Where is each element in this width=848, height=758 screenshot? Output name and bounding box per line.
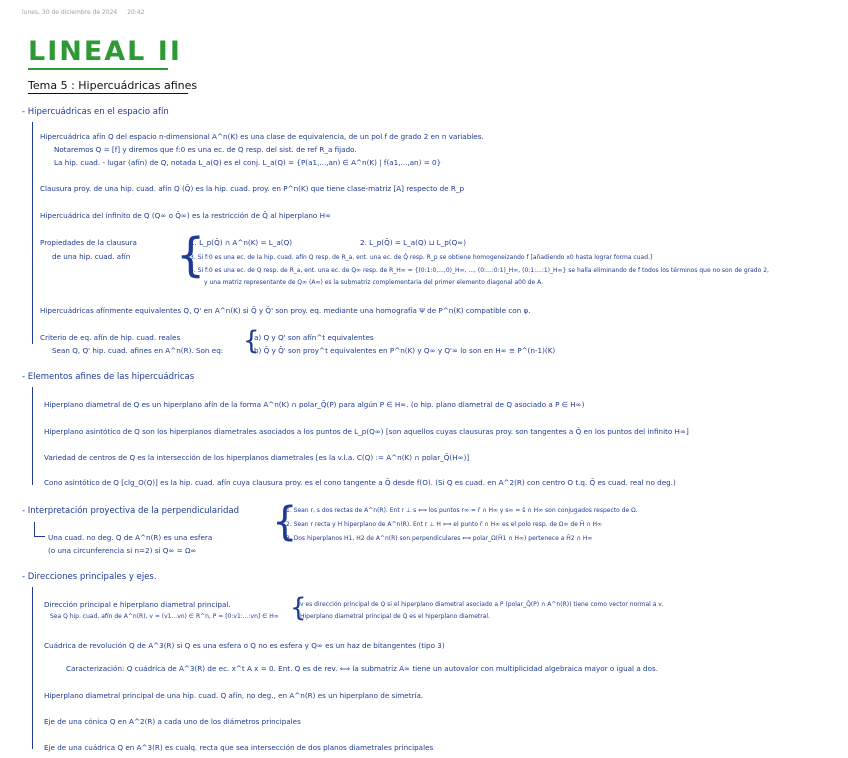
def-line: Hipercuádrica afín Q del espacio n-dimensional A^n(K) es una clase de equivalencia, de un pol f de grado 2 en n variables. <box>40 132 484 141</box>
def-line: Sea Q hip. cuad. afín de A^n(R), v = (v1...vn) ∈ R^n, P = [0:v1:...:vn] ∈ H∞ <box>50 613 279 620</box>
def-line: Cono asintótico de Q [clg_O(Q)] es la hip. cuad. afín cuya clausura proy. es el cono tangente a Q̄ desde f(O). (Si Q es cuad. en A^2(R) con centro O t.q. Q̄ es cuad. real no deg.) <box>44 478 676 487</box>
def-line: Hiperplano asintótico de Q son los hiperplanos diametrales asociados a los puntos de L_p(Q∞) [son aquellos cuyas clausuras proy. son tangentes a Q̄ en los puntos del infinito H∞] <box>44 427 689 436</box>
brace: { <box>272 499 298 545</box>
section-bracket <box>32 587 33 749</box>
def-line: Hipercuádricas afínmente equivalentes Q, Q' en A^n(K) si Q̄ y Q̄' son proy. eq. mediante una homografía Ψ de P^n(K) compatible con φ. <box>40 306 531 315</box>
prop-item: 1. L_p(Q̄) ∩ A^n(K) = L_a(Q) <box>190 238 293 247</box>
brace: { <box>290 593 307 623</box>
prop-item: 1. Sean r, s dos rectas de A^n(R). Ent r ⊥ s ⟺ los puntos r∞ = r̄ ∩ H∞ y s∞ = s̄ ∩ H∞ son conjugados respecto de Ω. <box>286 507 638 514</box>
note-header <box>22 9 152 16</box>
page-subtitle: Tema 5 : Hipercuádricas afines <box>28 79 198 92</box>
def-line: Eje de una cuádrica Q en A^3(R) es cualq. recta que sea intersección de dos planos diametrales principales <box>44 743 434 752</box>
prop-item: 2. L_p(Q̄) = L_a(Q) ⊔ L_p(Q∞) <box>360 238 467 247</box>
section-bracket <box>32 387 33 485</box>
prop-item: 2. Sean r recta y H hiperplano de A^n(R). Ent r ⊥ H ⟺ el punto r̄ ∩ H∞ es el polo resp. de Ω∞ de H̄ ∩ H∞ <box>286 521 603 528</box>
section-heading: - Interpretación proyectiva de la perpendicularidad <box>22 506 239 516</box>
def-line: Hiperplano diametral principal de una hip. cuad. Q afín, no deg., en A^n(R) es un hiperplano de simetría. <box>44 691 424 700</box>
def-line: La hip. cuad. - lugar (afín) de Q, notada L_a(Q) es el conj. L_a(Q) = {P(a1,...,an) ∈ A^n(K) | f(a1,...,an) = 0} <box>54 158 442 167</box>
def-line: Una cuad. no deg. Q de A^n(R) es una esfera <box>48 533 213 542</box>
section-bracket <box>32 122 33 344</box>
def-line: Clausura proy. de una hip. cuad. afín Q (Q̄) es la hip. cuad. proy. en P^n(K) que tiene clase-matriz [A] respecto de R_p <box>40 184 465 193</box>
dir-item: v es dirección principal de Q si el hiperplano diametral asociado a P (polar_Q̄(P) ∩ A^n(R)) tiene como vector normal a v. <box>300 601 664 608</box>
brace: { <box>176 228 206 282</box>
def-line: Notaremos Q = [f] y diremos que f:0 es una ec. de Q resp. del sist. de ref R_a fijado. <box>54 145 357 154</box>
prop-label: de una hip. cuad. afín <box>52 252 131 261</box>
def-line: Hipercuádrica del infinito de Q (Q∞ o Q̄∞) es la restricción de Q̄ al hiperplano H∞ <box>40 211 331 220</box>
crit-item: b) Q̄ y Q̄' son proy^t equivalentes en P^n(K) y Q∞ y Q'∞ lo son en H∞ ≅ P^(n-1)(K) <box>254 346 556 355</box>
crit-line: Criterio de eq. afín de hip. cuad. reales <box>40 333 181 342</box>
crit-line: Sean Q, Q' hip. cuad. afines en A^n(R). Son eq: <box>52 346 224 355</box>
def-line: Dirección principal e hiperplano diametral principal. <box>44 600 231 609</box>
note-date: lunes, 30 de diciembre de 2024 <box>22 9 118 16</box>
prop-item: y una matriz representante de Q∞ (A∞) es la submatriz complementaria del primer elemento diagonal a00 de A. <box>204 279 544 286</box>
prop-item: 4. Si f:0 es una ec. de Q resp. de R_a, ent. una ec. de Q∞ resp. de R_H∞ = {(0:1:0,...,0)_H∞, ..., (0:...:0:1)_H∞, (0:1:...:1)_H∞} se halla eliminando de f todos los términos que no son de grado 2, <box>190 267 769 274</box>
def-line: Cuádrica de revolución Q de A^3(R) si Q es una esfera o Q no es esfera y Q∞ es un haz de bitangentes (tipo 3) <box>44 641 445 650</box>
def-line: Eje de una cónica Q en A^2(R) a cada uno de los diámetros principales <box>44 717 301 726</box>
def-line: Hiperplano diametral de Q es un hiperplano afín de la forma A^n(K) ∩ polar_Q̄(P) para algún P ∈ H∞. (o hip. plano diametral de Q asociado a P ∈ H∞) <box>44 400 585 409</box>
section-hook <box>34 522 45 537</box>
prop-item: 3. Si f:0 es una ec. de la hip. cuad. afín Q resp. de R_a, ent. una ec. de Q̄ resp. R_p se obtiene homogeneizando f [añadiendo x0 hasta lograr forma cuad.] <box>190 254 653 261</box>
section-heading: - Direcciones principales y ejes. <box>22 572 157 582</box>
def-line: (o una circunferencia si n=2) si Q∞ = Ω∞ <box>48 546 197 555</box>
section-heading: - Elementos afines de las hipercuádricas <box>22 372 195 382</box>
title-underline <box>28 68 168 70</box>
def-line: Variedad de centros de Q es la intersección de los hiperplanos diametrales [es la v.l.a. C(Q) := A^n(K) ∩ polar_Q̄(H∞)] <box>44 453 470 462</box>
brace: { <box>243 326 260 356</box>
prop-label: Propiedades de la clausura <box>40 238 137 247</box>
note-time: 20:42 <box>127 9 145 16</box>
dir-item: Hiperplano diametral principal de Q es el hiperplano diametral. <box>300 613 490 620</box>
page-title: LINEAL II <box>28 36 182 67</box>
prop-item: 3. Dos hiperplanos H1, H2 de A^n(R) son perpendiculares ⟺ polar_Ω(H̄1 ∩ H∞) pertenece a H̄2 ∩ H∞ <box>286 535 593 542</box>
crit-item: a) Q y Q' son afín^t equivalentes <box>254 333 374 342</box>
subtitle-underline <box>28 93 188 94</box>
section-heading: - Hipercuádricas en el espacio afín <box>22 107 169 117</box>
def-line: Caracterización: Q cuádrica de A^3(R) de ec. x^t A x = 0. Ent. Q es de rev. ⟺ la submatriz A∞ tiene un autovalor con multiplicidad algebraica mayor o igual a dos. <box>66 664 658 673</box>
